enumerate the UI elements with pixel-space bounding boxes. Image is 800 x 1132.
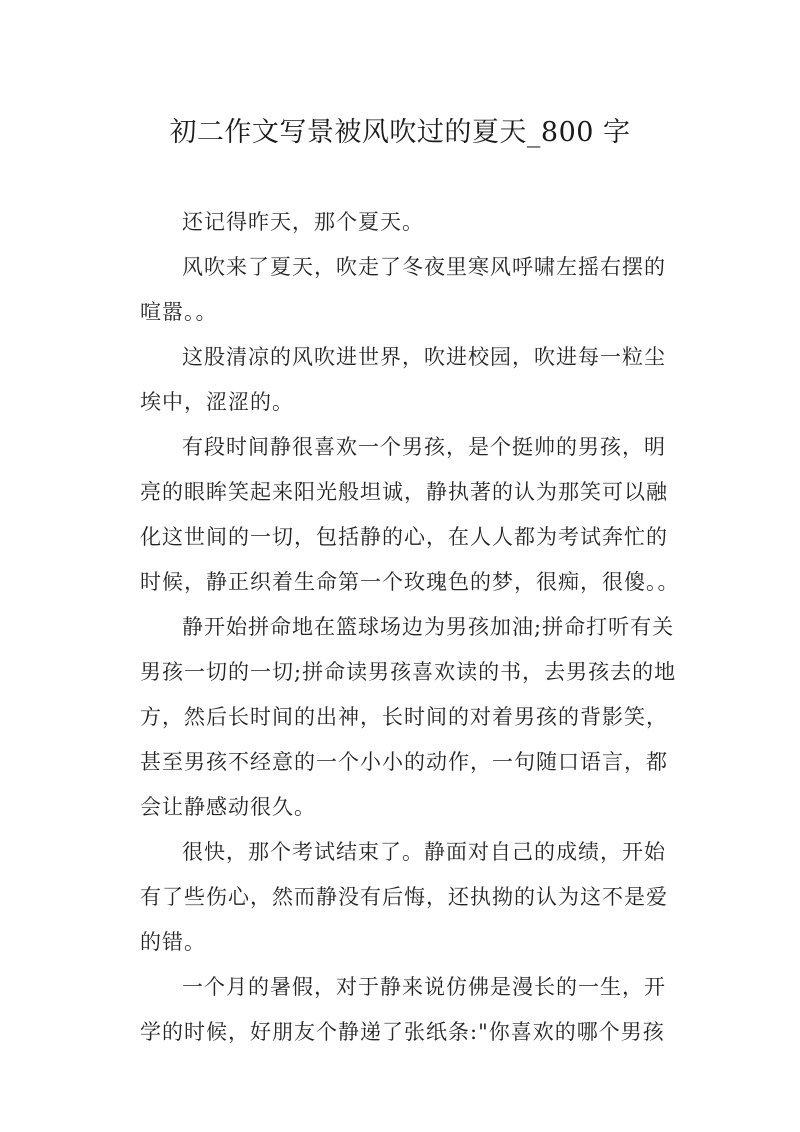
paragraph-line: 有了些伤心，然而静没有后悔，还执拗的认为这不是爱 [140,885,668,909]
paragraph-line: 的错。 [140,930,206,954]
document-body [140,200,680,1055]
paragraph-5 [140,605,677,830]
paragraph-line: 还记得昨天，那个夏天。 [182,210,424,234]
paragraph-line: 风吹来了夏天，吹走了冬夜里寒风呼啸左摇右摆的 [182,255,666,279]
paragraph-line: 喧嚣。。 [140,300,218,324]
document-title: 初二作文写景被风吹过的夏天_800 字 [169,117,631,148]
paragraph-6 [140,830,668,965]
paragraph-3 [140,335,665,425]
paragraph-line: 埃中，涩涩的。 [140,390,294,414]
paragraph-line: 化这世间的一切，包括静的心，在人人都为考试奔忙的 [140,525,668,549]
paragraph-line: 这股清凉的风吹进世界，吹进校园，吹进每一粒尘 [182,345,666,369]
paragraph-7 [140,965,665,1055]
paragraph-line: 一个月的暑假，对于静来说仿佛是漫长的一生，开 [182,975,666,999]
paragraph-line: 亮的眼眸笑起来阳光般坦诚，静执著的认为那笑可以融 [140,480,668,504]
paragraph-line: 甚至男孩不经意的一个小小的动作，一句随口语言，都 [140,750,668,774]
paragraph-line: 静开始拼命地在篮球场边为男孩加油;拼命打听有关 [182,615,675,639]
paragraph-line: 学的时候，好朋友个静递了张纸条:"你喜欢的哪个男孩 [140,1020,665,1044]
paragraph-line: 有段时间静很喜欢一个男孩，是个挺帅的男孩，明 [182,435,666,459]
paragraph-2 [140,245,665,335]
paragraph-line: 很快，那个考试结束了。静面对自己的成绩，开始 [182,840,666,864]
paragraph-line: 男孩一切的一切;拼命读男孩喜欢读的书，去男孩去的地 [140,660,677,684]
paragraph-4 [140,425,680,605]
paragraph-1 [140,200,665,245]
paragraph-line: 会让静感动很久。 [140,795,316,819]
paragraph-line: 时候，静正织着生命第一个玫瑰色的梦，很痴，很傻。。 [140,570,680,594]
paragraph-line: 方，然后长时间的出神，长时间的对着男孩的背影笑， [140,705,668,729]
